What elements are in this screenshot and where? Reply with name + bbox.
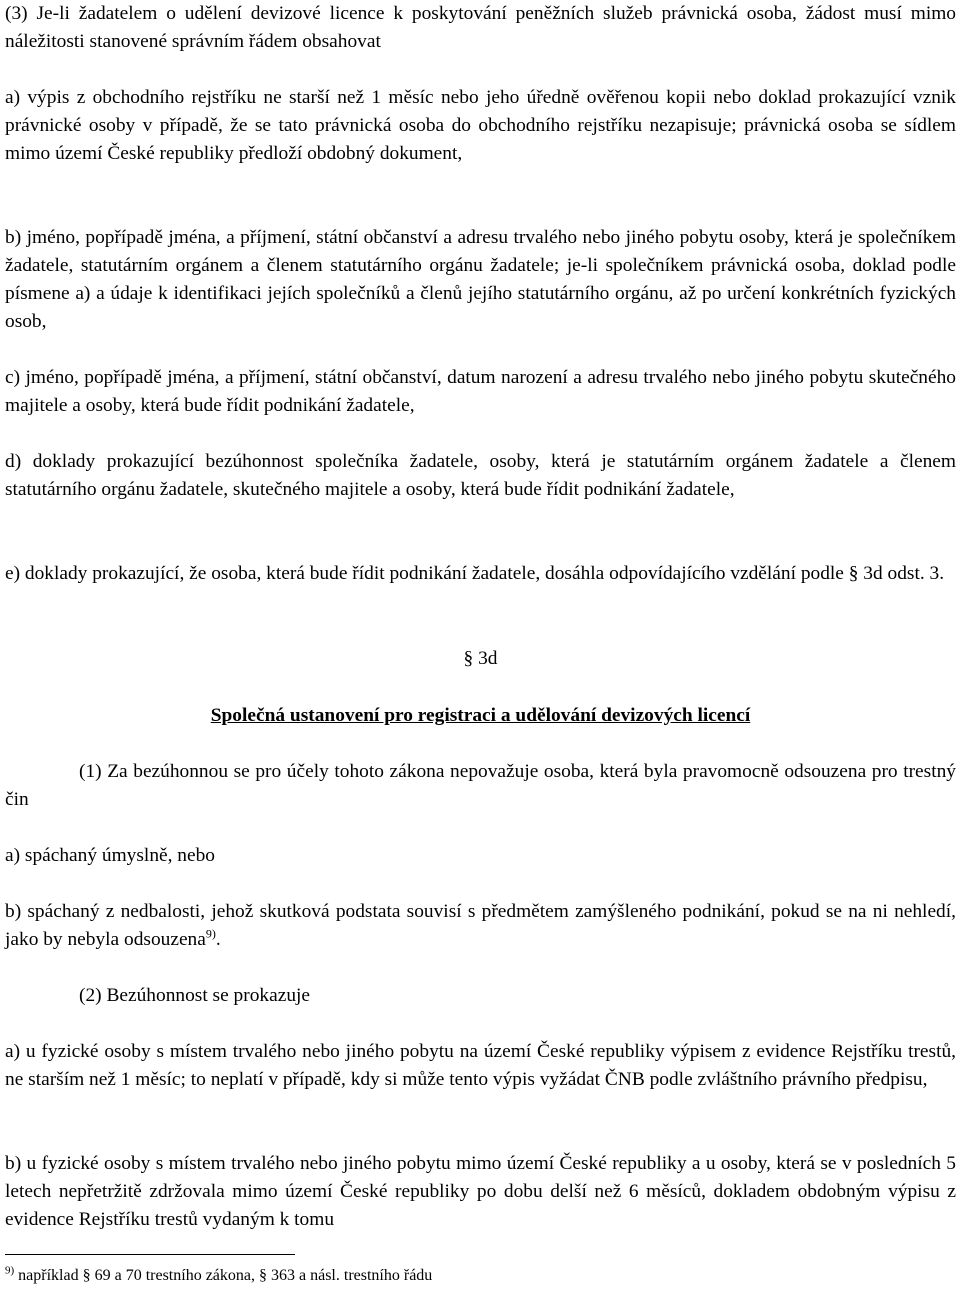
paragraph-a: a) výpis z obchodního rejstříku ne starší než 1 měsíc nebo jeho úředně ověřenou kopii nebo doklad prokazující vznik právnické osoby v případě, že se tato právnická osoba do obchodního rejstříku nezapisuje; právnická osoba se sídlem mimo území České republiky předloží obdobný dokument,: [5, 87, 956, 164]
footnote-mark: 9): [5, 1264, 15, 1277]
paragraph-3: (3) Je-li žadatelem o udělení devizové licence k poskytování peněžních služeb právnická osoba, žádost musí mimo náležitosti stanovené správním řádem obsahovat: [5, 3, 956, 52]
footnote-reference[interactable]: 9): [205, 926, 216, 941]
body-paragraph-2: (2) Bezúhonnost se prokazuje: [79, 985, 311, 1006]
footnote: [5, 1265, 432, 1287]
body-paragraph-2a: a) u fyzické osoby s místem trvalého nebo jiného pobytu na území České republiky výpisem z evidence Rejstříku trestů, ne starším než 1 měsíc; to neplatí v případě, kdy si může tento výpis vyžádat ČNB podle zvláštního právního předpisu,: [5, 1041, 956, 1090]
footnote-separator: [5, 1254, 295, 1255]
footnote-text: například § 69 a 70 trestního zákona, § 363 a násl. trestního řádu: [14, 1267, 433, 1284]
section-title: Společná ustanovení pro registraci a udělování devizových licencí: [210, 705, 751, 726]
paragraph-e: e) doklady prokazující, že osoba, která bude řídit podnikání žadatele, dosáhla odpovídajícího vzdělání podle § 3d odst. 3.: [5, 563, 945, 584]
paragraph-b: b) jméno, popřípadě jména, a příjmení, státní občanství a adresu trvalého nebo jiného pobytu osoby, která je společníkem žadatele, statutárním orgánem a členem statutárního orgánu žadatele; je-li společníkem právnická osoba, doklad podle písmene a) a údaje k identifikaci jejích společníků a členů jejího statutárního orgánu, až po určení konkrétních fyzických osob,: [5, 227, 956, 332]
body-paragraph-1b-end: .: [215, 929, 221, 950]
body-paragraph-1a: a) spáchaný úmyslně, nebo: [5, 845, 216, 866]
body-paragraph-1b-text: b) spáchaný z nedbalosti, jehož skutková podstata souvisí s předmětem zamýšleného podnikání, pokud se na ni nehledí, jako by nebyla odsouzena: [5, 901, 956, 950]
section-number: § 3d: [463, 648, 498, 669]
body-paragraph-1: (1) Za bezúhonnou se pro účely tohoto zákona nepovažuje osoba, která byla pravomocně odsouzena pro trestný čin: [5, 761, 956, 810]
paragraph-d: d) doklady prokazující bezúhonnost společníka žadatele, osoby, která je statutárním orgánem žadatele a členem statutárního orgánu žadatele, skutečného majitele a osoby, která bude řídit podnikání žadatele,: [5, 451, 956, 500]
body-paragraph-1b: [5, 898, 956, 954]
paragraph-c: c) jméno, popřípadě jména, a příjmení, státní občanství, datum narození a adresu trvalého nebo jiného pobytu skutečného majitele a osoby, která bude řídit podnikání žadatele,: [5, 367, 956, 416]
body-paragraph-2b: b) u fyzické osoby s místem trvalého nebo jiného pobytu mimo území České republiky a u osoby, která se v posledních 5 letech nepřetržitě zdržovala mimo území České republiky po dobu delší než 6 měsíců, dokladem obdobným výpisu z evidence Rejstříku trestů vydaným k tomu: [5, 1153, 956, 1230]
